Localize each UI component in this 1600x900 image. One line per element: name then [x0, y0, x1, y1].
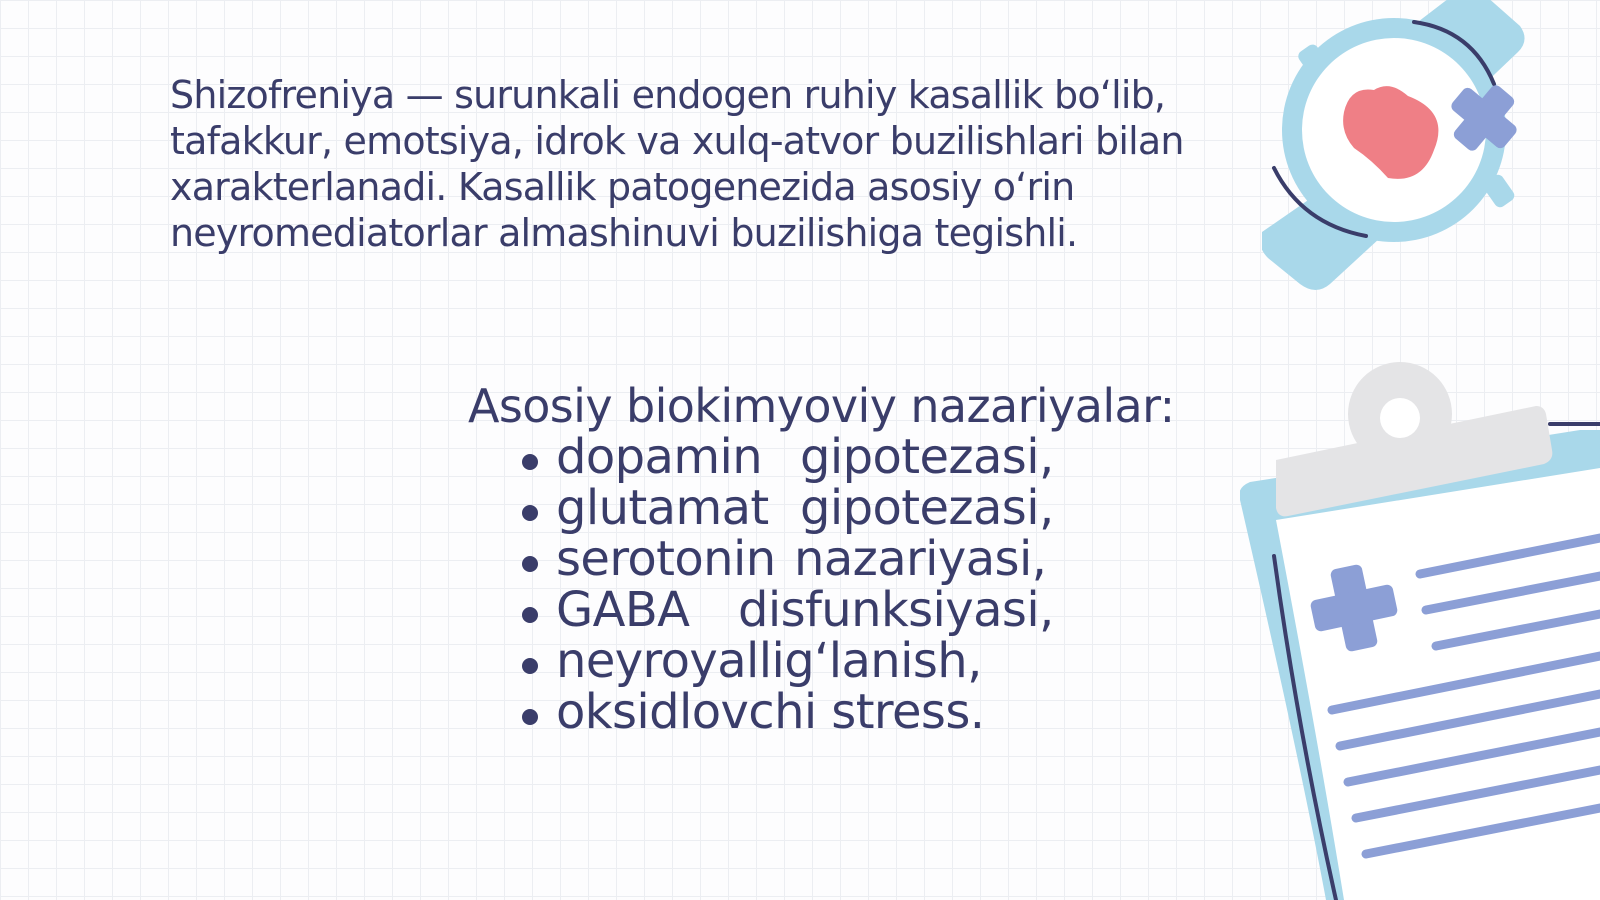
- list-item: [468, 582, 1228, 638]
- theory-list: [468, 429, 1228, 740]
- theories-section: [468, 380, 1228, 738]
- bullet-icon: [522, 709, 538, 725]
- theory-qualifier: nazariyasi,: [794, 531, 1047, 587]
- bullet-icon: [522, 607, 538, 623]
- theory-term: oksidlovchi stress.: [556, 684, 985, 740]
- theory-term: serotonin: [556, 531, 776, 587]
- list-item: [468, 480, 1228, 536]
- medical-clipboard-icon: [1240, 360, 1600, 900]
- theory-term: GABA: [556, 582, 690, 638]
- list-item: [468, 429, 1228, 485]
- list-item: [468, 633, 1228, 689]
- theory-term: neyroyallig‘lanish,: [556, 633, 982, 689]
- theories-heading: Asosiy biokimyoviy nazariyalar:: [468, 379, 1175, 433]
- theory-qualifier: disfunksiyasi,: [738, 582, 1054, 638]
- intro-paragraph: Shizofreniya — surunkali endogen ruhiy kasallik bo‘lib, tafakkur, emotsiya, idrok va xulq-atvor buzilishlari bilan xarakterlanadi. Kasallik patogenezida asosiy o‘rin neyromediatorlar almashinuvi buzilishiga tegishli.: [170, 73, 1184, 255]
- bullet-icon: [522, 556, 538, 572]
- theory-qualifier: gipotezasi,: [800, 429, 1054, 485]
- list-item: [468, 531, 1228, 587]
- theory-term: glutamat: [556, 480, 769, 536]
- bullet-icon: [522, 658, 538, 674]
- list-item: [468, 684, 1228, 740]
- bullet-icon: [522, 505, 538, 521]
- theory-qualifier: gipotezasi,: [800, 480, 1054, 536]
- bullet-icon: [522, 454, 538, 470]
- theory-term: dopamin: [556, 429, 763, 485]
- heart-monitor-watch-icon: [1262, 0, 1562, 292]
